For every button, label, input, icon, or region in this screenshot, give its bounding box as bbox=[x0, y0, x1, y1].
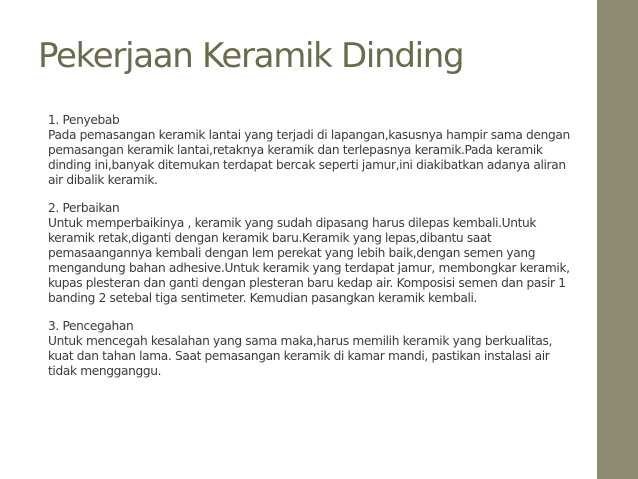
section-pencegahan bbox=[48, 319, 574, 379]
section-text: Pada pemasangan keramik lantai yang terjadi di lapangan,kasusnya hampir sama dengan pemasangan keramik lantai,retaknya keramik dan terlepasnya keramik.Pada keramik dinding ini,banyak ditemukan terdapat bercak seperti jamur,ini diakibatkan adanya aliran air dibalik keramik. bbox=[48, 128, 570, 187]
section-heading: 3. Pencegahan bbox=[48, 319, 134, 333]
section-perbaikan bbox=[48, 201, 574, 306]
section-text: Untuk mencegah kesalahan yang sama maka,harus memilih keramik yang berkualitas, kuat dan tahan lama. Saat pemasangan keramik di kamar mandi, pastikan instalasi air tidak mengganggu. bbox=[48, 334, 553, 378]
slide-body bbox=[48, 113, 574, 392]
section-text: Untuk memperbaikinya , keramik yang sudah dipasang harus dilepas kembali.Untuk keramik retak,diganti dengan keramik baru.Keramik yang lepas,dibantu saat pemasaangannya kembali dengan lem perekat yang lebih baik,dengan semen yang mengandung bahan adhesive.Untuk keramik yang terdapat jamur, membongkar keramik, kupas plesteran dan ganti dengan plesteran baru kedap air. Komposisi semen dan pasir 1 banding 2 setebal tiga sentimeter. Kemudian pasangkan keramik kembali. bbox=[48, 216, 570, 305]
section-penyebab bbox=[48, 113, 574, 188]
section-heading: 1. Penyebab bbox=[48, 113, 120, 127]
section-heading: 2. Perbaikan bbox=[48, 201, 120, 215]
slide-title: Pekerjaan Keramik Dinding bbox=[38, 36, 464, 76]
side-accent-bar bbox=[597, 0, 638, 479]
